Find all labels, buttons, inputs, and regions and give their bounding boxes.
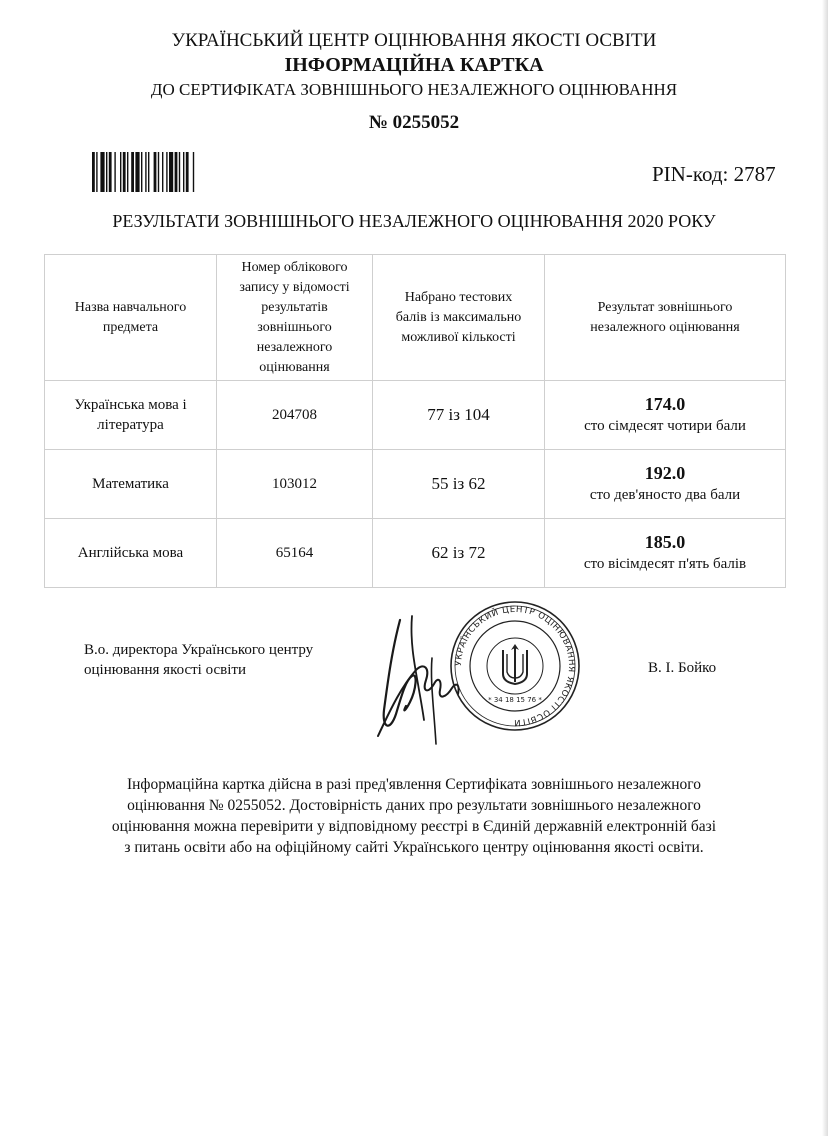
signatory-position-line: В.о. директора Українського центру	[84, 642, 314, 658]
signatory-position-line: оцінювання якості освіти	[84, 662, 246, 678]
record-cell: 204708	[217, 381, 373, 450]
result-score-words: сто сімдесят чотири бали	[584, 418, 746, 434]
result-score: 185.0	[644, 532, 686, 552]
column-header-result: Результат зовнішнього незалежного оцінювання	[545, 255, 786, 381]
subject-cell: Англійська мова	[45, 519, 217, 588]
seal-text: УКРАЇНСЬКИЙ ЦЕНТР ОЦІНЮВАННЯ ЯКОСТІ ОСВІТИ	[453, 604, 577, 728]
column-header-subject: Назва навчального предмета	[45, 255, 217, 381]
column-header-points: Набрано тестових балів із максимально можливої кількості	[373, 255, 545, 381]
subject-cell: Математика	[45, 450, 217, 519]
footnote	[60, 774, 768, 858]
result-score-words: сто вісімдесят п'ять балів	[583, 556, 747, 572]
official-seal	[447, 598, 583, 734]
barcode-image	[92, 152, 234, 192]
table-row	[45, 519, 786, 588]
signatory-name: В. І. Бойко	[648, 660, 717, 676]
table-row	[45, 450, 786, 519]
result-score: 174.0	[644, 394, 686, 414]
document-title: ІНФОРМАЦІЙНА КАРТКА	[284, 54, 544, 76]
result-cell	[545, 381, 786, 450]
organization-name: УКРАЇНСЬКИЙ ЦЕНТР ОЦІНЮВАННЯ ЯКОСТІ ОСВІТИ	[171, 30, 657, 51]
result-cell	[545, 450, 786, 519]
document-number: № 0255052	[368, 112, 460, 133]
trident-icon	[503, 644, 527, 684]
result-score: 192.0	[644, 463, 686, 483]
footnote-line: оцінювання можна перевірити у відповідному реєстрі в Єдиній державній електронній базі	[111, 818, 717, 835]
result-score-words: сто дев'яносто два бали	[589, 487, 741, 503]
record-cell: 103012	[217, 450, 373, 519]
record-cell: 65164	[217, 519, 373, 588]
document-subtitle: ДО СЕРТИФІКАТА ЗОВНІШНЬОГО НЕЗАЛЕЖНОГО ОЦІНЮВАННЯ	[150, 80, 678, 99]
result-cell	[545, 519, 786, 588]
points-cell: 62 із 72	[373, 519, 545, 588]
points-cell: 77 із 104	[373, 381, 545, 450]
table-row	[45, 381, 786, 450]
table-header-row	[45, 255, 786, 381]
results-title: РЕЗУЛЬТАТИ ЗОВНІШНЬОГО НЕЗАЛЕЖНОГО ОЦІНЮВАННЯ 2020 РОКУ	[112, 211, 716, 231]
footnote-line: Інформаційна картка дійсна в разі пред'явлення Сертифіката зовнішнього незалежного	[126, 776, 702, 793]
points-cell: 55 із 62	[373, 450, 545, 519]
footnote-line: оцінювання № 0255052. Достовірність даних про результати зовнішнього незалежного	[127, 797, 701, 814]
footnote-line: з питань освіти або на офіційному сайті Українського центру оцінювання якості освіти.	[124, 839, 704, 856]
seal-code: * 34 18 15 76 *	[488, 696, 542, 704]
signatory-position	[84, 640, 313, 680]
page-edge-shadow	[822, 0, 828, 1136]
pin-code: PIN-код: 2787	[652, 162, 776, 186]
subject-cell: Українська мова і література	[45, 381, 217, 450]
results-table	[44, 254, 786, 588]
column-header-record: Номер облікового запису у відомості результатів зовнішнього незалежного оцінювання	[217, 255, 373, 381]
